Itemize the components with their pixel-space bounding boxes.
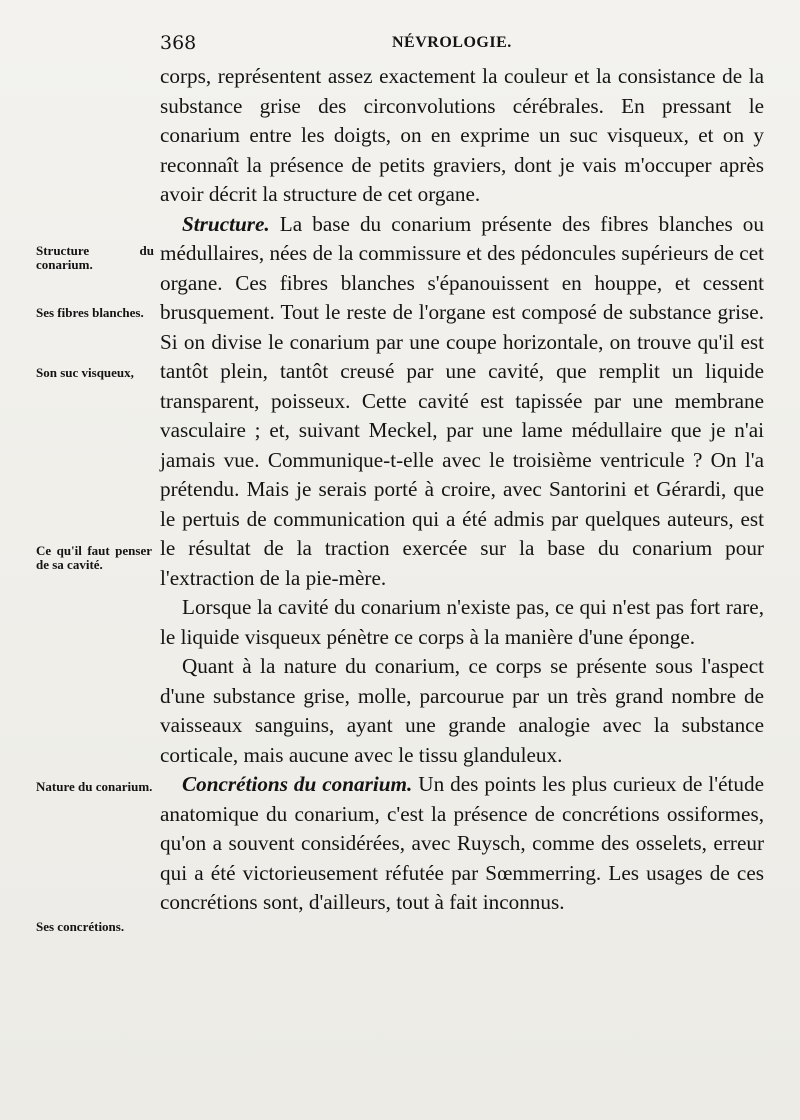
margin-note-structure: Structure du conarium. xyxy=(36,243,154,272)
paragraph-4: Quant à la nature du conarium, ce corps se présente sous l'aspect d'une substance grise, molle, parcourue par un très grand nombre de vaisseaux sanguins, ayant une grande analogie avec la substance corticale, mais aucune avec le tissu glanduleux. xyxy=(160,654,764,767)
paragraph-2 xyxy=(160,210,764,594)
paragraph-3: Lorsque la cavité du conarium n'existe pas, ce qui n'est pas fort rare, le liquide visqueux pénètre ce corps à la manière d'une éponge. xyxy=(160,595,764,649)
margin-note-concretions: Ses concrétions. xyxy=(36,919,125,934)
paragraph-1: corps, représentent assez exactement la couleur et la consistance de la substance grise des circonvolutions cérébrales. En pressant le conarium entre les doigts, on en exprime un suc visqueux, et on y reconnaît la présence de petits graviers, dont je vais m'occuper après avoir décrit la structure de cet organe. xyxy=(160,64,764,206)
page-header xyxy=(160,32,760,60)
paragraph-2-text: La base du conarium présente des fibres blanches ou médullaires, nées de la commissure et des pédoncules supérieurs de cet organe. Ces fibres blanches s'épanouissent en houppe, et cessent brusquement. Tout le reste de l'organe est composé de substance grise. Si on divise le conarium par une coupe horizontale, on trouve qu'il est tantôt plein, tantôt creusé par une cavité, que remplit un liquide transparent, poisseux. Cette cavité est tapissée par une membrane vasculaire ; et, suivant Meckel, par une lame médullaire que je n'ai jamais vue. Communique-t-elle avec le troisième ventricule ? On l'a prétendu. Mais je serais porté à croire, avec Santorini et Gérardi, que le pertuis de communication qui a été admis par quelques auteurs, est le résultat de la traction exercée sur la base du conarium pour l'extraction de la pie-mère. xyxy=(160,211,764,590)
margin-note-cavite: Ce qu'il faut penser de sa cavité. xyxy=(36,543,152,572)
body-text xyxy=(160,62,764,918)
paragraph-5 xyxy=(160,770,764,918)
margin-note-fibres: Ses fibres blanches. xyxy=(36,305,144,320)
paragraph-2-head: Structure. xyxy=(182,211,270,236)
page-number: 368 xyxy=(160,32,197,54)
margin-note-suc: Son suc visqueux, xyxy=(36,365,134,380)
running-title: NÉVROLOGIE. xyxy=(392,34,512,51)
paragraph-5-head: Concrétions du conarium. xyxy=(182,772,413,796)
paragraph-5-text: Un des points les plus curieux de l'étude anatomique du conarium, c'est la présence de concrétions ossiformes, qu'on a souvent considérées, avec Ruysch, comme des osselets, erreur qui a été victorieusement réfutée par Sœmmerring. Les usages de ces concrétions sont, d'ailleurs, tout à fait inconnus. xyxy=(160,772,764,914)
margin-note-nature: Nature du conarium. xyxy=(36,779,153,794)
